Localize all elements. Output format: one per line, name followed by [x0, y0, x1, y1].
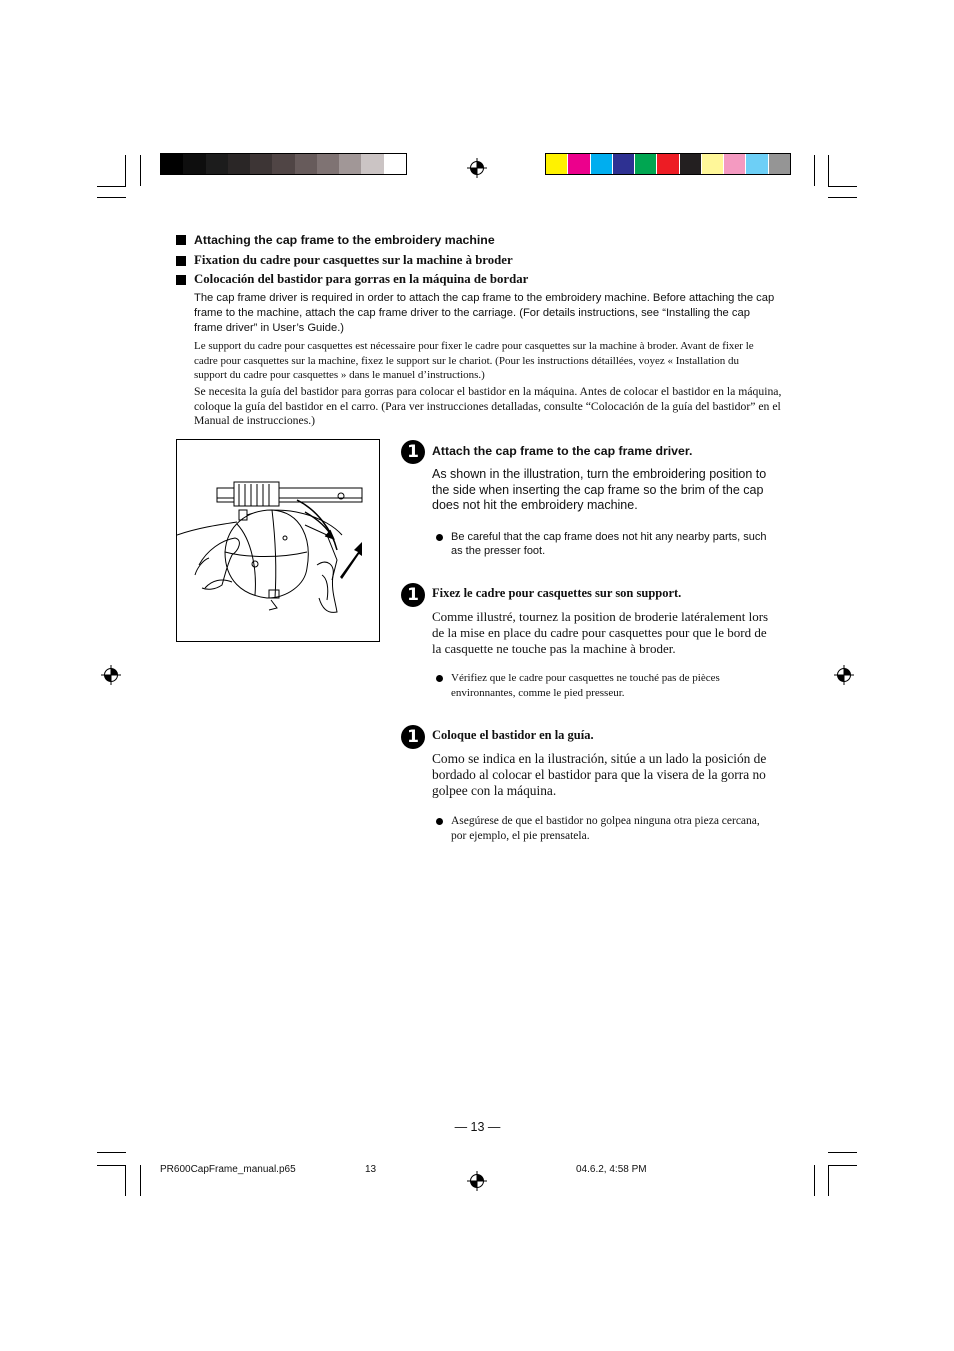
registration-target-icon [467, 1171, 487, 1191]
grayscale-color-bar [160, 153, 407, 175]
footer-filename: PR600CapFrame_manual.p65 [160, 1164, 296, 1175]
step-note-fr [436, 671, 766, 701]
square-bullet-icon [176, 235, 186, 245]
intro-en: The cap frame driver is required in order to attach the cap frame to the embroidery machine. Before attaching the cap frame to the machine, attach the cap frame driver to the carriage. (For details instructions, see “Installing the cap frame driver” in User’s Guide.) [194, 292, 775, 334]
heading-fr [176, 253, 513, 268]
step-note-fr-text: Vérifiez que le cadre pour casquettes ne touché pas de pièces environnantes, comme le pied presseur. [451, 672, 720, 699]
crop-mark [814, 155, 815, 186]
step-title-fr: Fixez le cadre pour casquettes sur son support. [432, 586, 682, 600]
crop-mark [828, 1165, 857, 1166]
step-body-fr: Comme illustré, tournez la position de broderie latéralement lors de la mise en place du cadre pour casquettes pour que le bord de la casquette ne touche pas la machine à broder. [432, 609, 769, 656]
crop-mark [828, 1152, 857, 1153]
heading-es-text: Colocación del bastidor para gorras en la máquina de bordar [194, 272, 529, 286]
registration-target-icon [834, 665, 854, 685]
step-number-badge: 1 [401, 583, 425, 607]
process-color-bar [545, 153, 791, 175]
crop-mark [97, 186, 126, 187]
color-swatch [590, 154, 612, 174]
heading-fr-text: Fixation du cadre pour casquettes sur la machine à broder [194, 253, 513, 267]
color-swatch [656, 154, 678, 174]
grayscale-swatch [228, 154, 250, 174]
step-note-en [436, 530, 771, 558]
footer-timestamp: 04.6.2, 4:58 PM [576, 1164, 647, 1175]
crop-mark [140, 1165, 141, 1196]
intro-es: Se necesita la guía del bastidor para gorras para colocar el bastidor en la máquina. Antes de colocar el bastidor en la máquina, coloque la guía del bastidor en el carro. (Para ver instrucciones detalladas, consulte “Colocación de la guía del bastidor” en el Manual de instrucciones.) [194, 385, 782, 427]
grayscale-swatch [250, 154, 272, 174]
bullet-dot-icon [436, 675, 443, 682]
step-note-es [436, 814, 766, 844]
bullet-dot-icon [436, 534, 443, 541]
color-swatch [768, 154, 790, 174]
crop-mark [828, 186, 857, 187]
square-bullet-icon [176, 256, 186, 266]
step-body-en: As shown in the illustration, turn the embroidering position to the side when inserting the cap frame so the brim of the cap does not hit the embroidery machine. [432, 467, 767, 512]
registration-target-icon [467, 158, 487, 178]
registration-target-icon [101, 665, 121, 685]
color-swatch [723, 154, 745, 174]
page-number: — 13 — [454, 1120, 501, 1134]
grayscale-swatch [317, 154, 339, 174]
step-title-en: Attach the cap frame to the cap frame driver. [432, 444, 693, 458]
crop-mark [140, 155, 141, 186]
grayscale-swatch [206, 154, 228, 174]
grayscale-swatch [272, 154, 294, 174]
color-swatch [634, 154, 656, 174]
color-swatch [745, 154, 767, 174]
grayscale-swatch [384, 154, 406, 174]
step-number-badge: 1 [401, 725, 425, 749]
step-note-en-text: Be careful that the cap frame does not hit any nearby parts, such as the presser foot. [451, 531, 767, 557]
grayscale-swatch [183, 154, 205, 174]
color-swatch [567, 154, 589, 174]
grayscale-swatch [295, 154, 317, 174]
crop-mark [125, 155, 126, 186]
color-swatch [612, 154, 634, 174]
crop-mark [828, 1165, 829, 1196]
grayscale-swatch [161, 154, 183, 174]
color-swatch [679, 154, 701, 174]
heading-es [176, 272, 528, 287]
grayscale-swatch [361, 154, 383, 174]
step-note-es-text: Asegúrese de que el bastidor no golpea ninguna otra pieza cercana, por ejemplo, el pie prensatela. [451, 815, 760, 842]
bullet-dot-icon [436, 818, 443, 825]
crop-mark [97, 1165, 126, 1166]
crop-mark [97, 1152, 126, 1153]
square-bullet-icon [176, 275, 186, 285]
step-title-es: Coloque el bastidor en la guía. [432, 728, 594, 742]
cap-frame-drawing [177, 440, 379, 641]
color-swatch [546, 154, 567, 174]
heading-en [176, 233, 495, 247]
crop-mark [828, 197, 857, 198]
cap-frame-illustration [176, 439, 380, 642]
crop-mark [828, 155, 829, 186]
crop-mark [97, 197, 126, 198]
intro-fr: Le support du cadre pour casquettes est nécessaire pour fixer le cadre pour casquettes sur la machine à broder. Avant de fixer le cadre pour casquettes sur la machine, fixez le support sur le chariot. (Pour les instructions détaillées, voyez « Installation du support du cadre pour casquettes » dans le manuel d’instructions.) [194, 340, 754, 381]
step-number-badge: 1 [401, 440, 425, 464]
footer-page: 13 [365, 1164, 377, 1175]
heading-en-text: Attaching the cap frame to the embroidery machine [194, 233, 495, 247]
crop-mark [125, 1165, 126, 1196]
step-body-es: Como se indica en la ilustración, sitúe a un lado la posición de bordado al colocar el bastidor para que la visera de la gorra no golpee con la máquina. [432, 751, 767, 798]
color-swatch [701, 154, 723, 174]
crop-mark [814, 1165, 815, 1196]
grayscale-swatch [339, 154, 361, 174]
